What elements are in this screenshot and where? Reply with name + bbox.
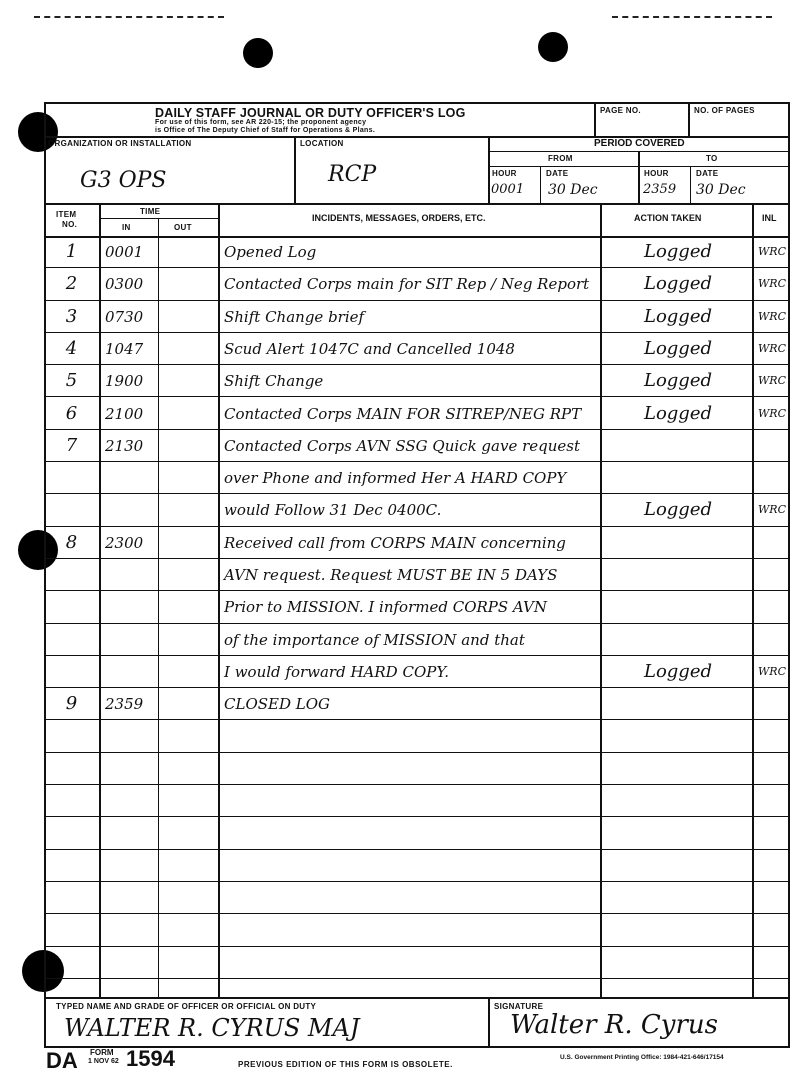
action-cell: Logged <box>643 241 712 262</box>
from-hour-value: 0001 <box>491 182 525 197</box>
item-cell: 2 <box>65 273 78 295</box>
no-of-pages-label: NO. OF PAGES <box>694 106 755 115</box>
initials-cell <box>754 817 790 849</box>
time-in-cell: 2359 <box>105 695 144 714</box>
time-in-cell <box>101 785 163 817</box>
action-cell <box>604 462 752 494</box>
in-label: IN <box>122 223 131 232</box>
table-row <box>44 688 790 720</box>
incident-text-cell: CLOSED LOG <box>224 695 330 714</box>
table-row <box>44 591 790 623</box>
item-cell: 7 <box>65 434 78 456</box>
time-in-cell: 2300 <box>105 533 144 552</box>
incident-text-cell: over Phone and informed Her A HARD COPY <box>224 469 567 488</box>
incident-text-cell: Contacted Corps MAIN FOR SITREP/NEG RPT <box>224 404 582 423</box>
initials-cell: WRC <box>757 277 786 291</box>
time-out-cell <box>159 914 221 946</box>
time-in-cell <box>101 914 163 946</box>
from-date-value: 30 Dec <box>548 182 598 198</box>
incident-text-cell <box>222 882 604 914</box>
initials-cell <box>754 947 790 979</box>
incidents-label: INCIDENTS, MESSAGES, ORDERS, ETC. <box>312 213 486 223</box>
initials-cell <box>754 721 790 753</box>
table-row <box>44 268 790 300</box>
table-row <box>44 785 790 817</box>
signature-value: Walter R. Cyrus <box>510 1010 719 1040</box>
time-out-cell <box>159 494 221 526</box>
item-cell <box>44 624 99 656</box>
time-out-cell <box>159 850 221 882</box>
table-row <box>44 236 790 268</box>
table-row <box>44 559 790 591</box>
table-row <box>44 365 790 397</box>
from-date-label: DATE <box>546 169 569 178</box>
form-date: 1 NOV 62 <box>88 1058 119 1065</box>
item-cell: 6 <box>65 402 78 424</box>
incident-text-cell <box>222 785 604 817</box>
time-out-cell <box>159 430 221 462</box>
form-word: FORM <box>90 1048 114 1057</box>
period-covered-label: PERIOD COVERED <box>594 138 685 149</box>
time-out-cell <box>159 882 221 914</box>
initials-cell <box>754 850 790 882</box>
item-label: ITEM <box>56 210 77 219</box>
item-cell <box>44 559 99 591</box>
time-in-cell <box>101 494 163 526</box>
incident-text-cell: Shift Change <box>224 372 324 391</box>
typed-name-value: WALTER R. CYRUS MAJ <box>64 1014 360 1042</box>
time-out-cell <box>159 721 221 753</box>
item-cell: 1 <box>65 241 78 262</box>
time-in-cell <box>101 753 163 785</box>
organization-value: G3 OPS <box>80 168 167 193</box>
time-in-cell: 2100 <box>105 404 144 423</box>
action-taken-label: ACTION TAKEN <box>634 213 702 223</box>
time-out-cell <box>159 688 221 720</box>
item-cell <box>44 785 99 817</box>
incident-text-cell: Contacted Corps main for SIT Rep / Neg Report <box>224 275 590 294</box>
typed-name-label: TYPED NAME AND GRADE OF OFFICER OR OFFICIAL ON DUTY <box>56 1002 317 1011</box>
item-cell <box>44 947 99 979</box>
table-row <box>44 753 790 785</box>
location-label: LOCATION <box>300 139 344 148</box>
initials-cell: WRC <box>757 503 786 517</box>
table-row <box>44 398 790 430</box>
table-row <box>44 527 790 559</box>
item-cell <box>44 817 99 849</box>
location-value: RCP <box>328 162 377 187</box>
initials-cell <box>754 527 790 559</box>
incident-text-cell: I would forward HARD COPY. <box>224 662 450 681</box>
previous-edition-note: PREVIOUS EDITION OF THIS FORM IS OBSOLETE. <box>238 1060 453 1069</box>
incident-text-cell: Shift Change brief <box>224 307 365 326</box>
time-out-cell <box>159 365 221 397</box>
table-row <box>44 494 790 526</box>
table-row <box>44 430 790 462</box>
signature-label: SIGNATURE <box>494 1002 544 1011</box>
initials-cell: WRC <box>757 406 786 420</box>
time-out-cell <box>159 559 221 591</box>
top-scan-dashes-right <box>612 16 772 18</box>
time-out-cell <box>159 236 221 268</box>
table-row <box>44 301 790 333</box>
action-cell <box>604 753 752 785</box>
table-row <box>44 656 790 688</box>
incident-text-cell: Opened Log <box>224 243 317 261</box>
initials-cell: WRC <box>757 664 786 678</box>
time-in-cell <box>101 559 163 591</box>
time-in-cell <box>101 850 163 882</box>
time-in-cell <box>101 947 163 979</box>
action-cell: Logged <box>643 337 712 359</box>
out-label: OUT <box>174 223 192 232</box>
action-cell <box>604 430 752 462</box>
organization-label: ORGANIZATION OR INSTALLATION <box>48 139 192 148</box>
from-label: FROM <box>548 154 573 163</box>
table-row <box>44 721 790 753</box>
form-subtitle-1: For use of this form, see AR 220-15; the proponent agency <box>155 119 367 126</box>
time-in-cell: 1047 <box>105 339 144 358</box>
item-cell: 8 <box>65 531 78 553</box>
initials-cell <box>754 624 790 656</box>
table-row <box>44 914 790 946</box>
item-cell <box>44 882 99 914</box>
table-row <box>44 882 790 914</box>
form-title: DAILY STAFF JOURNAL OR DUTY OFFICER'S LOG <box>155 106 466 120</box>
action-cell <box>604 559 752 591</box>
table-row <box>44 333 790 365</box>
incident-text-cell: Scud Alert 1047C and Cancelled 1048 <box>224 339 515 358</box>
item-cell: 4 <box>65 337 78 359</box>
time-in-cell <box>101 462 163 494</box>
incident-text-cell: Received call from CORPS MAIN concerning <box>224 533 566 552</box>
time-out-cell <box>159 333 221 365</box>
time-out-cell <box>159 301 221 333</box>
time-out-cell <box>159 268 221 300</box>
time-out-cell <box>159 817 221 849</box>
action-cell: Logged <box>643 273 712 295</box>
table-row <box>44 850 790 882</box>
time-in-cell: 0730 <box>105 307 144 326</box>
item-cell <box>44 591 99 623</box>
action-cell <box>604 624 752 656</box>
table-row <box>44 462 790 494</box>
initials-cell <box>754 462 790 494</box>
table-row <box>44 817 790 849</box>
form-number: 1594 <box>126 1046 175 1071</box>
action-cell: Logged <box>643 370 712 392</box>
to-date-label: DATE <box>696 169 719 178</box>
to-hour-value: 2359 <box>643 182 677 197</box>
action-cell <box>604 914 752 946</box>
time-in-cell: 1900 <box>105 372 144 391</box>
initials-cell: WRC <box>757 341 786 355</box>
item-cell <box>44 753 99 785</box>
time-in-cell <box>101 591 163 623</box>
initials-cell: WRC <box>757 374 786 388</box>
initials-cell <box>754 785 790 817</box>
incident-text-cell <box>222 914 604 946</box>
time-in-cell <box>101 721 163 753</box>
action-cell <box>604 947 752 979</box>
incident-text-cell: of the importance of MISSION and that <box>224 630 525 649</box>
time-out-cell <box>159 947 221 979</box>
item-cell <box>44 656 99 688</box>
time-in-cell <box>101 624 163 656</box>
punch-hole-top-right <box>538 32 568 62</box>
action-cell <box>604 527 752 559</box>
punch-hole-top-left <box>243 38 273 68</box>
time-in-cell: 0300 <box>105 275 144 294</box>
from-hour-label: HOUR <box>492 169 517 178</box>
action-cell: Logged <box>643 499 712 521</box>
top-scan-dashes <box>34 16 224 18</box>
table-row <box>44 947 790 979</box>
incident-text-cell <box>222 947 604 979</box>
time-in-cell <box>101 817 163 849</box>
item-cell <box>44 721 99 753</box>
time-out-cell <box>159 753 221 785</box>
initials-cell <box>754 688 790 720</box>
action-cell <box>604 688 752 720</box>
time-out-cell <box>159 462 221 494</box>
inl-label: INL <box>762 213 777 223</box>
initials-cell <box>754 753 790 785</box>
time-out-cell <box>159 591 221 623</box>
item-cell <box>44 914 99 946</box>
item-cell: 3 <box>65 305 78 327</box>
incident-text-cell <box>222 721 604 753</box>
action-cell: Logged <box>643 402 712 424</box>
action-cell <box>604 591 752 623</box>
action-cell <box>604 817 752 849</box>
to-date-value: 30 Dec <box>696 182 746 198</box>
initials-cell <box>754 591 790 623</box>
action-cell <box>604 721 752 753</box>
page-no-label: PAGE NO. <box>600 106 641 115</box>
time-out-cell <box>159 398 221 430</box>
initials-cell <box>754 882 790 914</box>
initials-cell <box>754 914 790 946</box>
incident-text-cell: would Follow 31 Dec 0400C. <box>224 501 442 520</box>
incident-text-cell <box>222 817 604 849</box>
gpo-note: U.S. Government Printing Office: 1984-421-646/17154 <box>560 1054 724 1061</box>
incident-text-cell: Prior to MISSION. I informed CORPS AVN <box>224 598 547 617</box>
form-da-label: DA <box>46 1048 78 1073</box>
initials-cell <box>754 559 790 591</box>
action-cell <box>604 785 752 817</box>
no-label: NO. <box>62 220 78 229</box>
item-cell <box>44 494 99 526</box>
initials-cell <box>754 430 790 462</box>
time-in-cell: 2130 <box>105 436 144 455</box>
action-cell: Logged <box>643 660 712 682</box>
item-cell: 9 <box>65 693 78 715</box>
to-label: TO <box>706 154 718 163</box>
time-label: TIME <box>140 207 161 216</box>
initials-cell: WRC <box>757 245 786 258</box>
time-out-cell <box>159 785 221 817</box>
time-out-cell <box>159 624 221 656</box>
item-cell <box>44 462 99 494</box>
action-cell <box>604 882 752 914</box>
time-out-cell <box>159 527 221 559</box>
item-cell <box>44 850 99 882</box>
to-hour-label: HOUR <box>644 169 669 178</box>
table-row <box>44 624 790 656</box>
initials-cell: WRC <box>757 309 786 323</box>
time-in-cell: 0001 <box>105 243 144 261</box>
incident-text-cell <box>222 753 604 785</box>
action-cell <box>604 850 752 882</box>
incident-text-cell: AVN request. Request MUST BE IN 5 DAYS <box>224 566 558 584</box>
time-in-cell <box>101 656 163 688</box>
incident-text-cell <box>222 850 604 882</box>
incident-text-cell: Contacted Corps AVN SSG Quick gave request <box>224 436 581 455</box>
time-in-cell <box>101 882 163 914</box>
time-out-cell <box>159 656 221 688</box>
action-cell: Logged <box>643 305 712 327</box>
form-subtitle-2: is Office of The Deputy Chief of Staff for Operations & Plans. <box>155 127 376 134</box>
item-cell: 5 <box>65 370 78 392</box>
